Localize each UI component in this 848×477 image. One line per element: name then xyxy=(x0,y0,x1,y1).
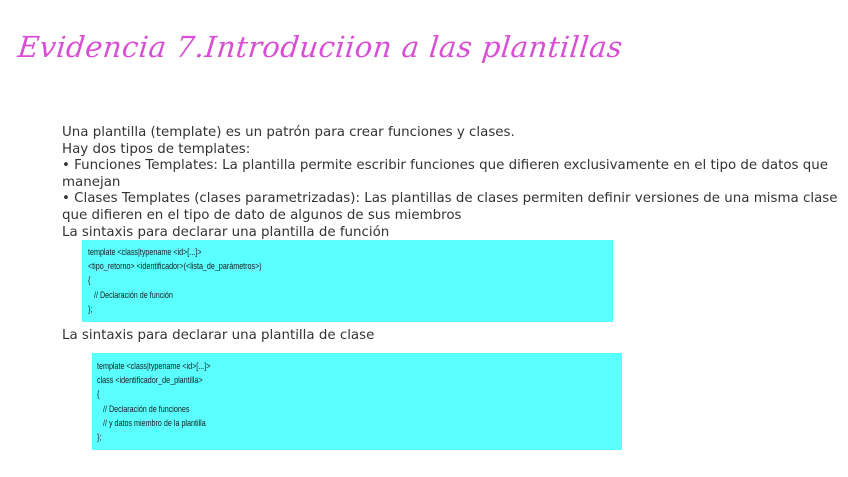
bullet-class-templates: • Clases Templates (clases parametrizadas): Las plantillas de clases permiten definir versiones de una misma clase xyxy=(62,191,838,207)
code-line: }; xyxy=(97,432,102,443)
code-line: }; xyxy=(88,303,93,314)
bullet-function-templates-cont: manejan xyxy=(62,174,121,190)
code-line: class <identificador_de_plantilla> xyxy=(97,375,203,386)
bullet-class-templates-cont: que difieren en el tipo de dato de algunos de sus miembros xyxy=(62,208,462,223)
class-template-code-block xyxy=(92,353,622,450)
class-syntax-label: La sintaxis para declarar una plantilla de clase xyxy=(62,328,375,343)
function-template-code-block xyxy=(82,240,613,322)
code-line: { xyxy=(88,275,91,286)
code-line: template <class|typename <id>[...]> xyxy=(88,247,202,257)
code-line: { xyxy=(97,389,100,400)
code-line: // Declaración de funciones xyxy=(97,403,190,414)
bullet-function-templates: • Funciones Templates: La plantilla permite escribir funciones que difieren exclusivamente en el tipo de datos que xyxy=(62,158,828,174)
intro-definition: Una plantilla (template) es un patrón para crear funciones y clases. xyxy=(62,125,515,140)
code-line: // Declaración de función xyxy=(88,289,173,300)
code-line: template <class|typename <id>[...]> xyxy=(97,361,211,371)
intro-types-heading: Hay dos tipos de templates: xyxy=(62,141,251,157)
function-syntax-label: La sintaxis para declarar una plantilla de función xyxy=(62,224,390,240)
page-title: Evidencia 7.Introduciion a las plantillas xyxy=(16,30,625,64)
code-line: // y datos miembro de la plantilla xyxy=(97,417,206,428)
code-line: <tipo_retorno> <identificador>(<lista_de_parámetros>) xyxy=(88,261,262,272)
